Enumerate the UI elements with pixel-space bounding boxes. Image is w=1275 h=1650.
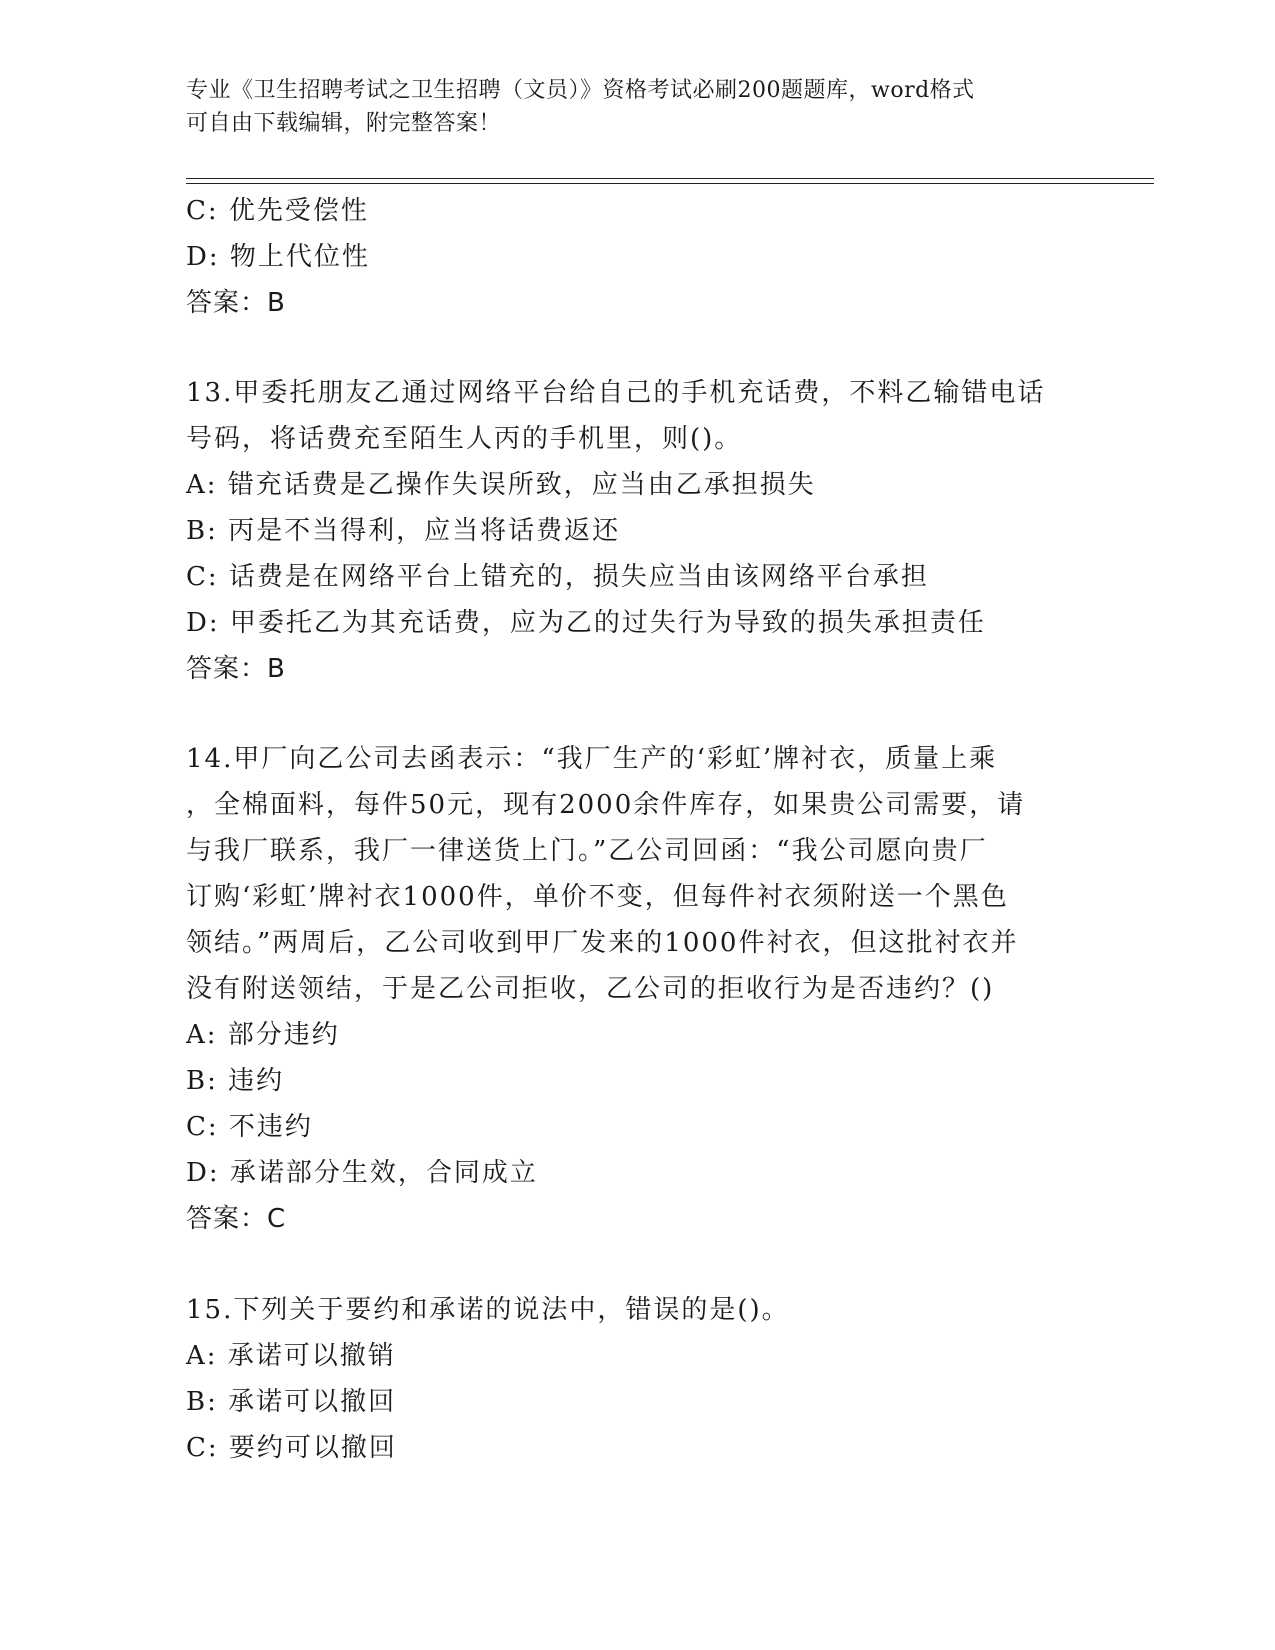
header-line-1: 专业《卫生招聘考试之卫生招聘（文员）》资格考试必刷200题题库，word格式 xyxy=(186,78,975,103)
spacer xyxy=(186,326,1086,370)
question-text-line: 号码，将话费充至陌生人丙的手机里，则()。 xyxy=(186,424,743,454)
answer: 答案：B xyxy=(186,654,286,684)
option-d: D: 甲委托乙为其充话费，应为乙的过失行为导致的损失承担责任 xyxy=(186,608,986,638)
option-c: C: 要约可以撤回 xyxy=(186,1433,397,1463)
question-14 xyxy=(186,736,1086,1242)
option-c: C: 不违约 xyxy=(186,1112,313,1142)
header-rule-bottom xyxy=(186,183,1154,184)
spacer xyxy=(186,1242,1086,1287)
option-a: A: 承诺可以撤销 xyxy=(186,1341,396,1371)
option-a: A: 错充话费是乙操作失误所致，应当由乙承担损失 xyxy=(186,470,816,500)
document-body xyxy=(186,188,1086,1471)
option-b: B: 违约 xyxy=(186,1066,285,1096)
question-text-line: 领结。”两周后，乙公司收到甲厂发来的1000件衬衣，但这批衬衣并 xyxy=(186,928,1019,958)
document-header xyxy=(186,74,1066,140)
header-line-2: 可自由下载编辑，附完整答案！ xyxy=(186,111,502,136)
spacer xyxy=(186,692,1086,736)
question-text-line: 与我厂联系，我厂一律送货上门。”乙公司回函：“我公司愿向贵厂 xyxy=(186,836,988,866)
answer: 答案：B xyxy=(186,288,286,318)
question-text-line: 没有附送领结，于是乙公司拒收，乙公司的拒收行为是否违约？() xyxy=(186,974,995,1004)
option-c: C: 优先受偿性 xyxy=(186,196,369,226)
option-d: D: 物上代位性 xyxy=(186,242,370,272)
question-text-line: 13.甲委托朋友乙通过网络平台给自己的手机充话费，不料乙输错电话 xyxy=(186,378,1046,408)
option-b: B: 承诺可以撤回 xyxy=(186,1387,397,1417)
option-a: A: 部分违约 xyxy=(186,1020,340,1050)
option-c: C: 话费是在网络平台上错充的，损失应当由该网络平台承担 xyxy=(186,562,929,592)
question-15 xyxy=(186,1287,1086,1471)
question-text-line: 15.下列关于要约和承诺的说法中，错误的是()。 xyxy=(186,1295,790,1325)
option-b: B: 丙是不当得利，应当将话费返还 xyxy=(186,516,621,546)
header-rule-top xyxy=(186,178,1154,179)
question-text-line: 订购‘彩虹’牌衬衣1000件，单价不变，但每件衬衣须附送一个黑色 xyxy=(186,882,1009,912)
option-d: D: 承诺部分生效，合同成立 xyxy=(186,1158,538,1188)
question-text-line: 14.甲厂向乙公司去函表示：“我厂生产的‘彩虹’牌衬衣，质量上乘 xyxy=(186,744,998,774)
question-13 xyxy=(186,370,1086,692)
answer: 答案：C xyxy=(186,1204,287,1234)
question-text-line: ，全棉面料，每件50元，现有2000余件库存，如果贵公司需要，请 xyxy=(186,790,1026,820)
